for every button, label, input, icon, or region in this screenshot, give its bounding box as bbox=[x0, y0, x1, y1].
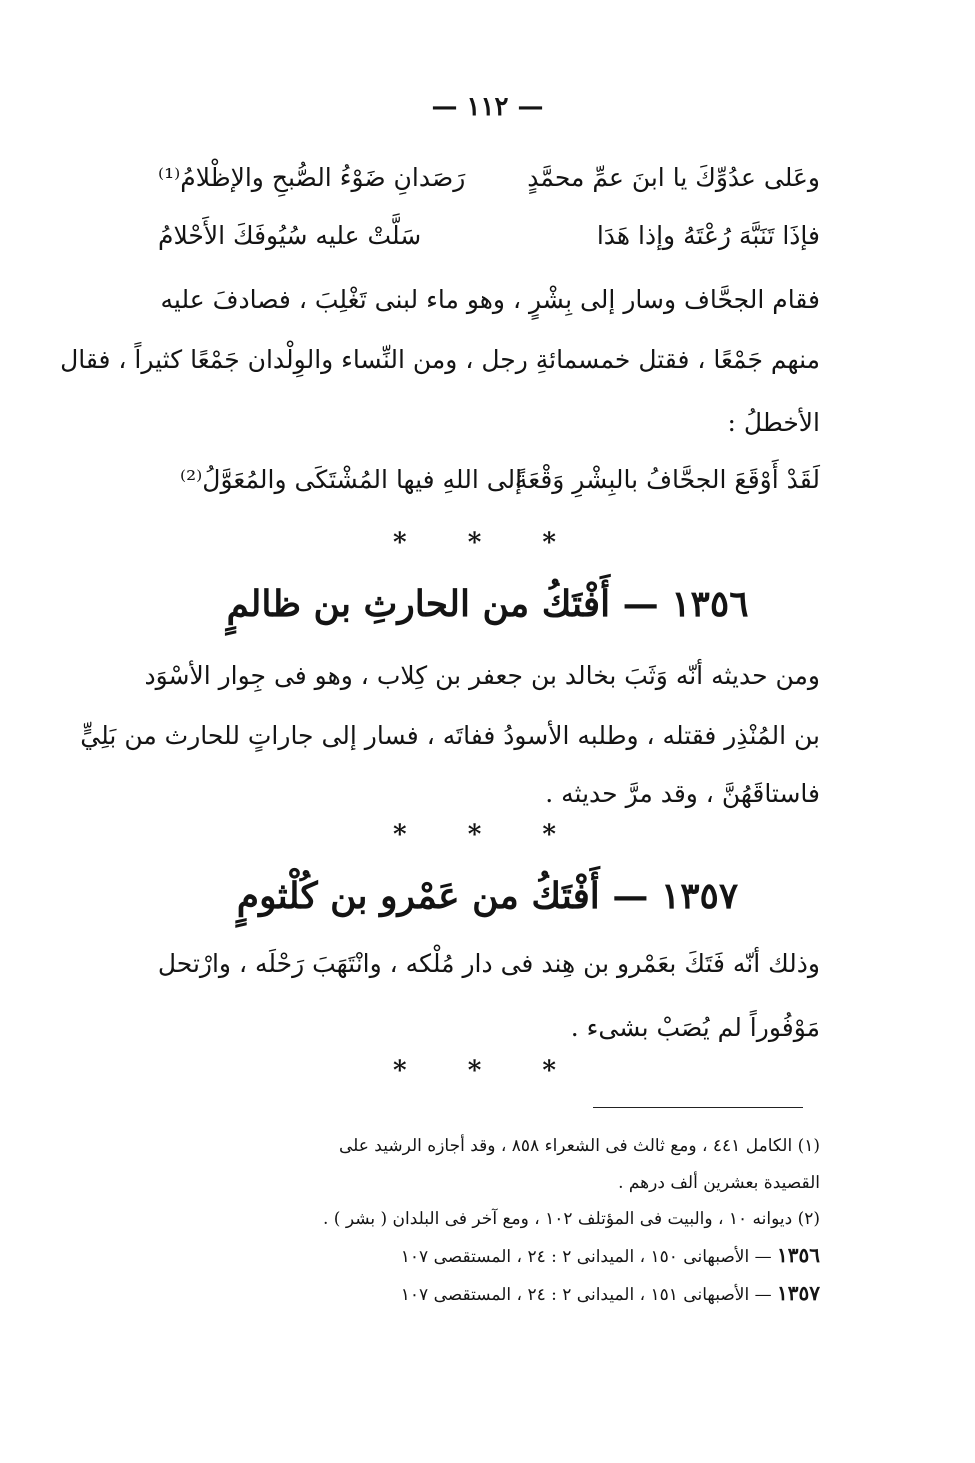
source-1357-text: — الأصبهانى ١٥١ ، الميدانى ٢ : ٢٤ ، المستقصى ١٠٧ bbox=[400, 1285, 772, 1305]
footnote-2: (٢) ديوانه ١٠ ، والبيت فى المؤتلف ١٠٢ ، ومع آخر فى البلدان ( بشر ) . bbox=[322, 1209, 820, 1229]
footnote-1-line1: (١) الكامل ٤٤١ ، ومع ثالث فى الشعراء ٨٥٨ ، وقد أجازه الرشيد على bbox=[338, 1136, 820, 1156]
section-1356-heading: ١٣٥٦ — أَفْتَكُ من الحارثِ بن ظالمٍ bbox=[226, 583, 749, 625]
source-1356-number: ١٣٥٦ bbox=[777, 1243, 820, 1267]
source-1356-text: — الأصبهانى ١٥٠ ، الميدانى ٢ : ٢٤ ، المستقصى ١٠٧ bbox=[400, 1247, 772, 1267]
source-1357-number: ١٣٥٧ bbox=[777, 1281, 820, 1305]
section-1357-line2: مَوْفُوراً لم يُصَبْ بشىء . bbox=[570, 1013, 820, 1042]
poem2-first-hemistich: لَقَدْ أَوْقَعَ الجحَّافُ بالبِشْرِ وَقْعَةً bbox=[514, 465, 820, 494]
poem1-verse2-second-hemistich: سَلَّتْ عليه سُيُوفَكَ الأَحْلامُ bbox=[158, 221, 422, 250]
source-1356 bbox=[401, 1242, 820, 1270]
section-divider-stars: * * * bbox=[393, 528, 582, 558]
poem1-verse1-second-hemistich: رَصَدانِ ضَوْءُ الصُّبحِ والإظْلامُ⁽¹⁾ bbox=[158, 163, 466, 192]
page-number: — ١١٢ — bbox=[431, 92, 544, 122]
source-1357 bbox=[401, 1280, 820, 1308]
section-divider-stars: * * * bbox=[393, 820, 582, 850]
section-1357-line1: وذلك أنّه فَتَكَ بعَمْرو بن هِند فى دار مُلْكه ، وانْتَهَبَ رَحْلَه ، وارْتحل bbox=[157, 949, 820, 978]
poem1-verse1-first-hemistich: وعَلى عدُوِّكَ يا ابنَ عمِّ محمَّدٍ bbox=[527, 163, 820, 192]
footnote-1-line2: القصيدة بعشرين ألف درهم . bbox=[618, 1173, 820, 1193]
section-1357-heading: ١٣٥٧ — أَفْتَكُ من عَمْرو بن كُلْثومٍ bbox=[236, 875, 739, 917]
paragraph1-line3: الأخطلُ : bbox=[727, 408, 820, 437]
poem2-second-hemistich: إلى اللهِ فيها المُشْتَكَى والمُعَوَّلُ⁽²⁾ bbox=[180, 465, 523, 494]
section-1356-line1: ومن حديثه أنّه وَثَبَ بخالد بن جعفر بن كِلاب ، وهو فى جِوار الأسْوَد bbox=[144, 661, 820, 690]
paragraph1-line2: منهم جَمْعًا ، فقتل خمسمائةِ رجل ، ومن النِّساء والوِلْدان جَمْعًا كثيراً ، فقال bbox=[60, 345, 820, 374]
section-1356-line2: بن المُنْذِر فقتله ، وطلبه الأسودُ ففاتَه ، فسار إلى جاراتٍ للحارث من بَلِيٍّ bbox=[80, 721, 820, 750]
section-divider-stars: * * * bbox=[393, 1056, 582, 1086]
footnote-separator bbox=[593, 1107, 803, 1108]
section-1356-line3: فاستاقَهُنَّ ، وقد مرَّ حديثه . bbox=[545, 779, 820, 808]
paragraph1-line1: فقام الجحَّاف وسار إلى بِشْرٍ ، وهو ماء لبنى تَغْلِبَ ، فصادفَ عليه bbox=[160, 285, 820, 314]
poem1-verse2-first-hemistich: فإذَا تَنَبَّهَ رُعْتَهُ وإذا هَدَا bbox=[596, 221, 820, 250]
